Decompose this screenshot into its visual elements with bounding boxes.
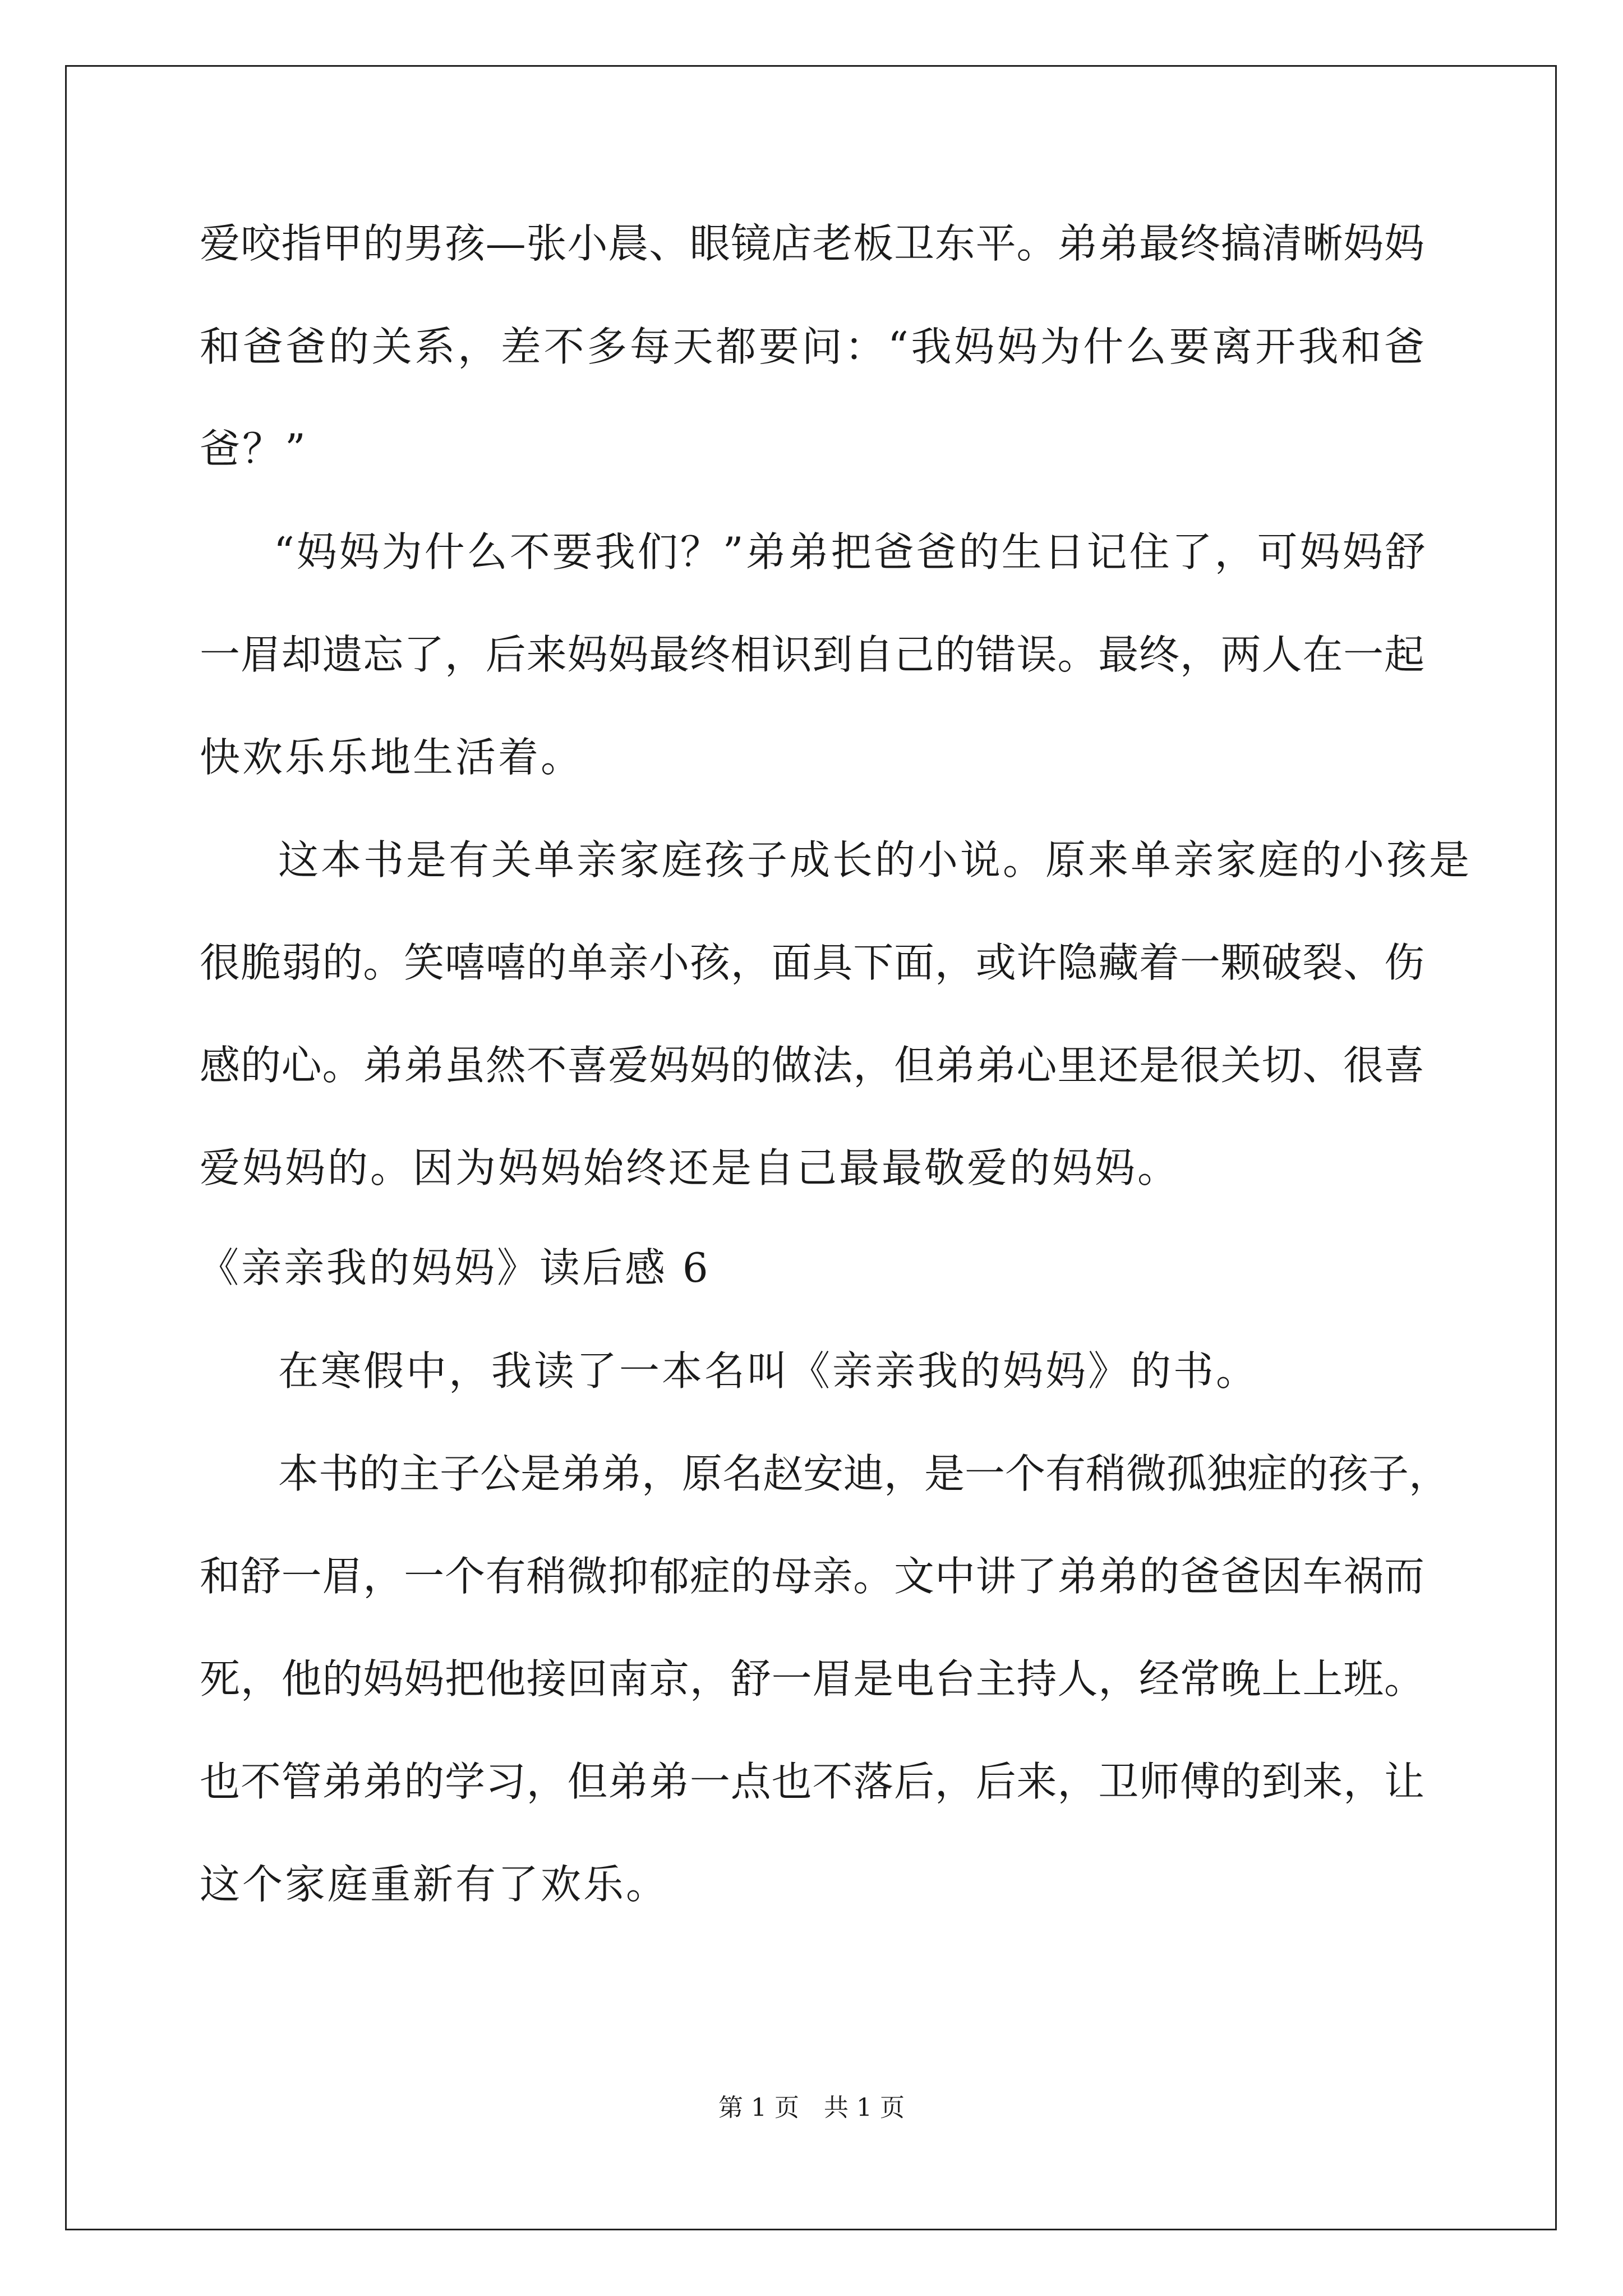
paragraph-line: 这个家庭重新有了欢乐。 xyxy=(200,1861,669,1908)
paragraph-line: 爱咬指甲的男孩—张小晨、眼镜店老板卫东平。弟弟最终搞清晰妈妈 xyxy=(200,220,1424,267)
paragraph-line: 在寒假中，我读了一本名叫《亲亲我的妈妈》的书。 xyxy=(278,1347,1259,1395)
paragraph-line: 和舒一眉，一个有稍微抑郁症的母亲。文中讲了弟弟的爸爸因车祸而 xyxy=(200,1553,1424,1600)
paragraph-line: 快欢乐乐地生活着。 xyxy=(200,734,584,781)
paragraph-line: “妈妈为什么不要我们？”弟弟把爸爸的生日记住了，可妈妈舒 xyxy=(274,528,1428,576)
paragraph-line: 爱妈妈的。因为妈妈始终还是自己最最敬爱的妈妈。 xyxy=(200,1144,1181,1191)
page-total: 共 1 页 xyxy=(824,2093,905,2122)
paragraph-line: 也不管弟弟的学习，但弟弟一点也不落后，后来，卫师傅的到来，让 xyxy=(200,1758,1424,1805)
paragraph-line: 和爸爸的关系，差不多每天都要问：“我妈妈为什么要离开我和爸 xyxy=(200,323,1424,370)
page-footer xyxy=(0,2091,1623,2125)
paragraph-line: 感的心。弟弟虽然不喜爱妈妈的做法，但弟弟心里还是很关切、很喜 xyxy=(200,1042,1424,1089)
paragraph-line: 爸？” xyxy=(200,425,308,472)
paragraph-line: 一眉却遗忘了，后来妈妈最终相识到自己的错误。最终，两人在一起 xyxy=(200,631,1424,678)
page-number: 第 1 页 xyxy=(718,2093,799,2122)
section-heading: 《亲亲我的妈妈》读后感 6 xyxy=(199,1244,711,1291)
paragraph-line: 本书的主子公是弟弟，原名赵安迪，是一个有稍微孤独症的孩子， xyxy=(278,1450,1450,1497)
paragraph-line: 死，他的妈妈把他接回南京，舒一眉是电台主持人，经常晚上上班。 xyxy=(200,1655,1424,1703)
paragraph-line: 很脆弱的。笑嘻嘻的单亲小孩，面具下面，或许隐藏着一颗破裂、伤 xyxy=(200,939,1424,986)
paragraph-line: 这本书是有关单亲家庭孩子成长的小说。原来单亲家庭的小孩是 xyxy=(278,836,1472,884)
